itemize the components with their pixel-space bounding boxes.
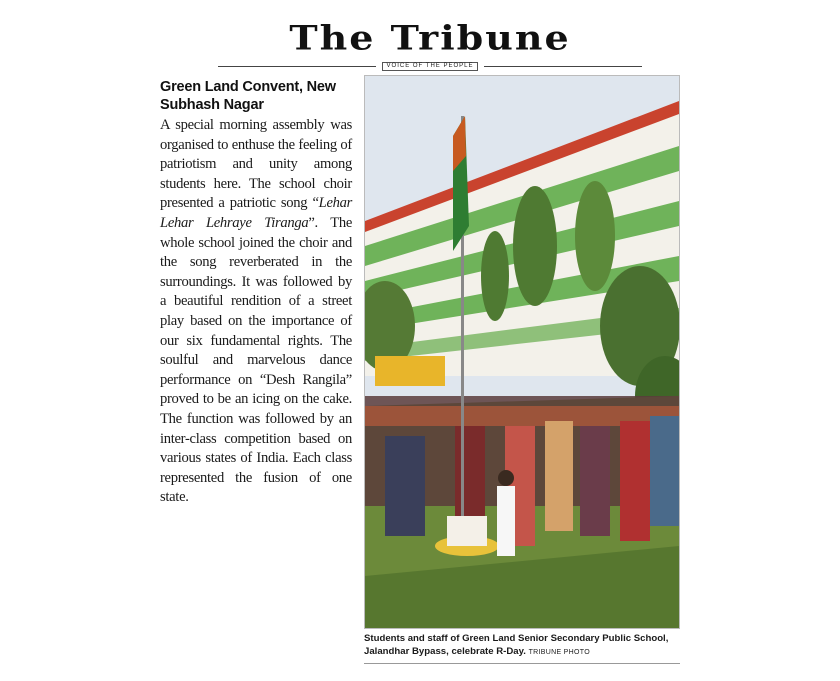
article-body [160,116,352,508]
article [160,78,352,508]
song-title: Lehar Lehar Lehraye Tiranga [160,195,352,231]
newspaper-title: The Tribune [289,17,571,58]
tagline: VOICE OF THE PEOPLE [382,62,479,71]
pedestal-top [447,516,487,546]
photo-caption [364,632,680,659]
caption-text: Students and staff of Green Land Senior Secondary Public School, Jalandhar Bypass, celebrate R-Day. [364,633,669,657]
masthead [212,18,648,70]
caption-rule [364,663,680,664]
article-headline: Green Land Convent, New Subhash Nagar [160,79,336,113]
child-figure [497,486,515,556]
body-part-2: ”. The whole school joined the choir and the song reverberated in the surroundings. It was followed by a beautiful rendition of a street play based on the importance of our six fundamental rights. The soulful and marvelous dance performance on “Desh Rangila” proved to be an icing on the cake. The function was followed by an inter-class competition based on various states of India. Each class represented the fusion of one state. [160,214,352,506]
photo-credit: TRIBUNE PHOTO [528,649,590,656]
school-bus [375,356,445,386]
body-part-1: A special morning assembly was organised to enthuse the feeling of patriotism and unity among students here. The school choir presented a patriotic song “ [160,117,352,212]
photo-illustration [365,76,679,628]
child-head [498,470,514,486]
masthead-rule [212,62,648,70]
article-photo [364,75,680,629]
crowd [365,396,679,546]
